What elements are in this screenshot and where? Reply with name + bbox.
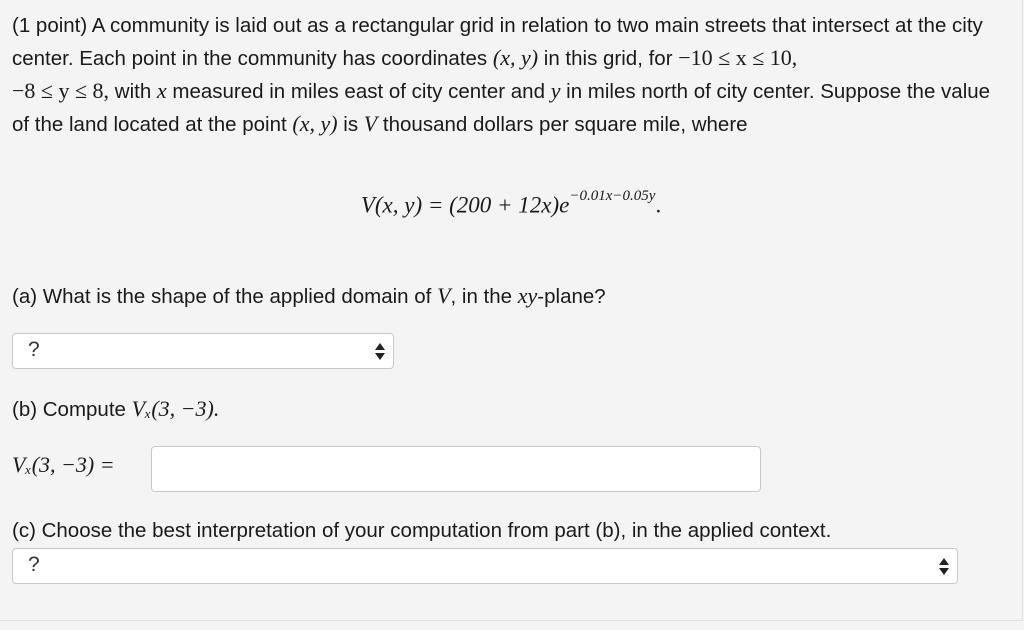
question-a-mid: , in the [450, 285, 518, 308]
question-a-suffix: -plane? [537, 285, 606, 308]
math-vx-expr: Vₓ(3, −3). [131, 396, 220, 421]
select-value: ? [28, 338, 40, 361]
intro-text-5: in miles north of city center. Suppose the value of the land located at the point [12, 80, 991, 136]
intro-text-1: (1 point) A community is laid out as a rectangular grid in relation to two main streets that intersect at the city center. Each point in the community has coordinates [12, 14, 983, 70]
question-b-text: (b) Compute [12, 398, 132, 421]
select-arrows-icon [939, 558, 949, 580]
question-a-text: (a) What is the shape of the applied domain of [12, 285, 438, 308]
select-arrows-icon [375, 343, 385, 365]
intro-text-2: in this grid, for [538, 47, 679, 70]
math-V-a: V [437, 283, 451, 308]
question-b [12, 396, 219, 422]
select-value: ? [28, 553, 40, 576]
vx-answer-label: Vₓ(3, −3) = [12, 452, 115, 477]
math-range-x: −10 ≤ x ≤ 10, [678, 45, 798, 70]
intro-text-7: thousand dollars per square mile, where [377, 113, 748, 136]
intro-text-4: measured in miles east of city center and [166, 80, 551, 103]
math-xy-2: (x, y) [292, 111, 338, 136]
question-c: (c) Choose the best interpretation of your computation from part (b), in the applied context. [12, 519, 832, 542]
problem-statement [12, 10, 1012, 141]
math-xy-plane: xy [517, 283, 538, 308]
question-a [12, 283, 606, 309]
math-x: x [156, 78, 167, 103]
math-y: y [550, 78, 561, 103]
value-formula [0, 188, 1022, 219]
intro-text-3: with [109, 80, 157, 103]
formula-end: . [655, 192, 662, 218]
interpretation-select[interactable] [12, 548, 958, 584]
math-range-y: −8 ≤ y ≤ 8, [12, 78, 110, 103]
math-V: V [363, 111, 378, 136]
formula-base: V(x, y) = (200 + 12x)e [360, 192, 570, 218]
domain-shape-select[interactable] [12, 333, 394, 369]
intro-text-6: is [337, 113, 364, 136]
formula-exponent: −0.01x−0.05y [569, 188, 656, 204]
vx-answer-input[interactable] [151, 446, 761, 492]
math-xy: (x, y) [492, 45, 539, 70]
